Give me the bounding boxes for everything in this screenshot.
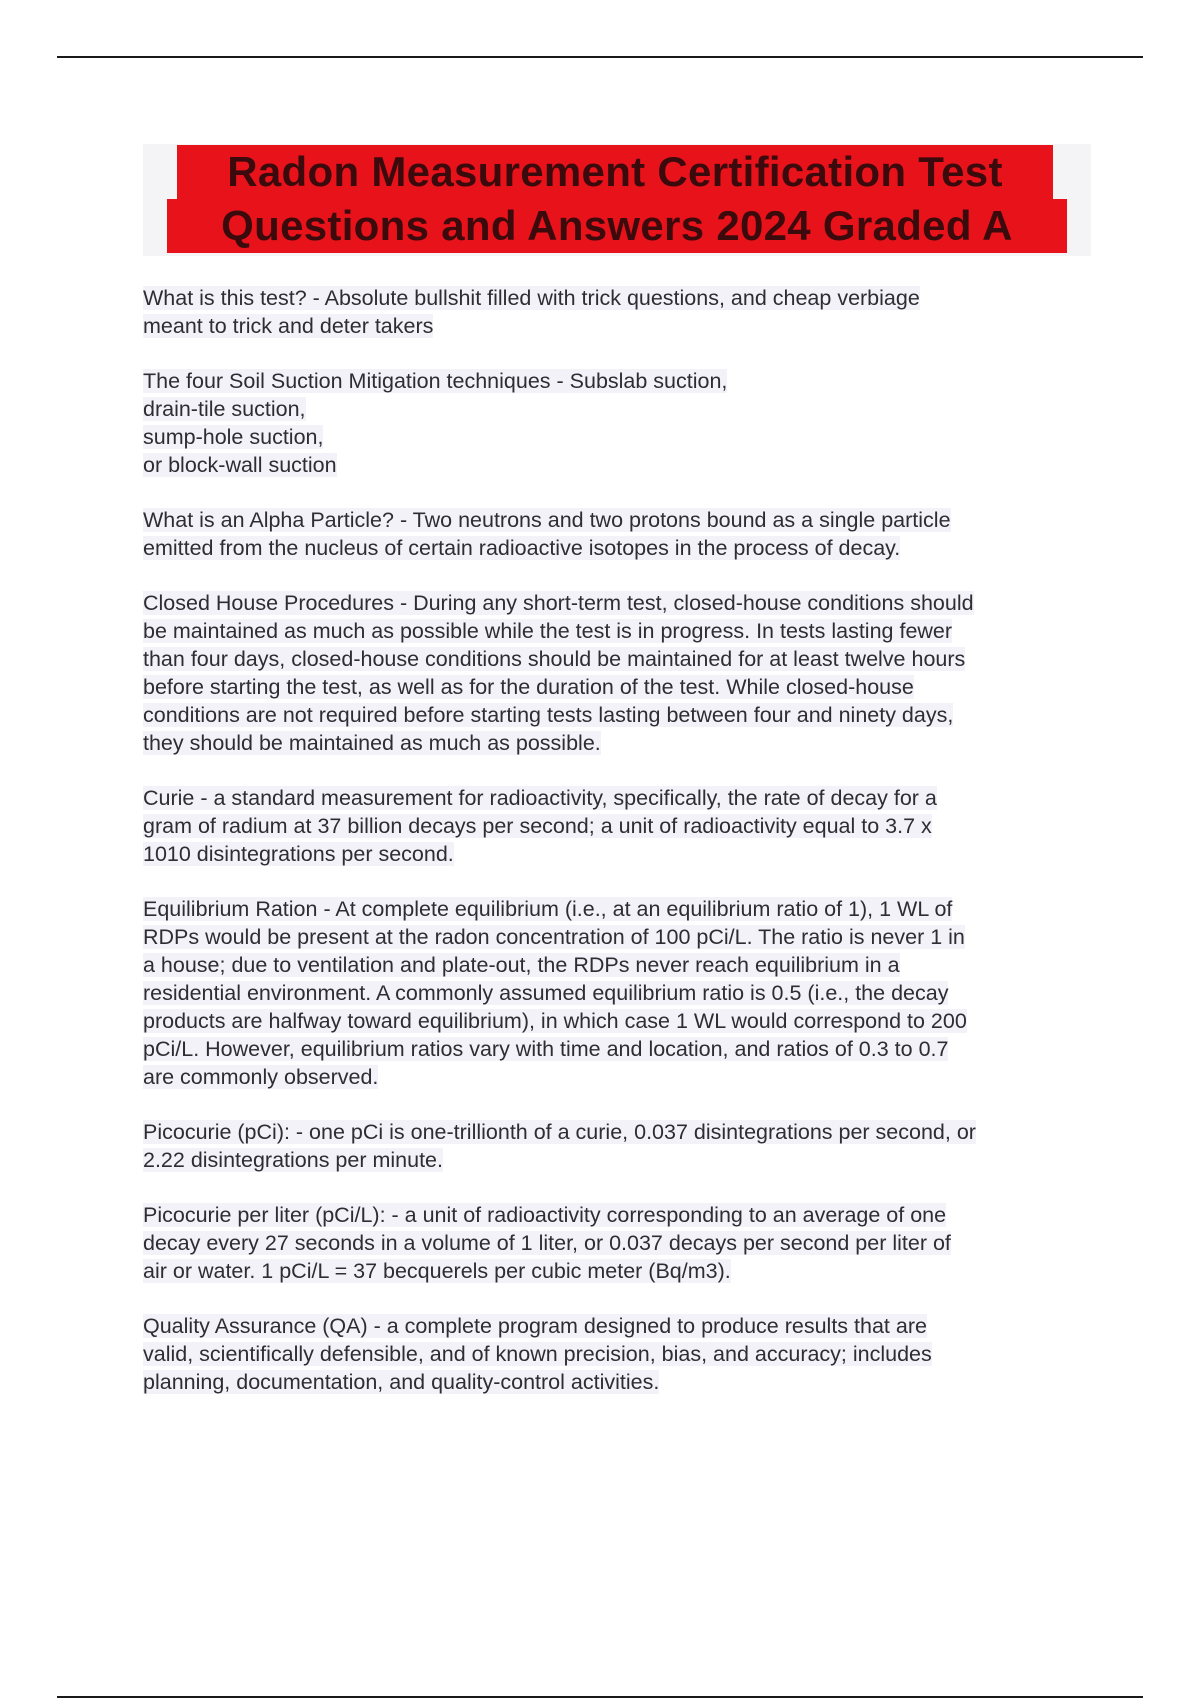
qa-entry (143, 784, 1098, 868)
qa-entry-text: before starting the test, as well as for the duration of the test. While closed-house (143, 675, 914, 699)
qa-entry-text: are commonly observed. (143, 1065, 379, 1089)
qa-entry-line (143, 673, 1098, 701)
qa-entry-line (143, 451, 1098, 479)
qa-entry-text: products are halfway toward equilibrium), in which case 1 WL would correspond to 200 (143, 1009, 967, 1033)
qa-entry-text: Closed House Procedures - During any short-term test, closed-house conditions should (143, 591, 974, 615)
qa-entry-line (143, 1146, 1098, 1174)
qa-entry-line (143, 923, 1098, 951)
qa-entry-text: valid, scientifically defensible, and of known precision, bias, and accuracy; includes (143, 1342, 932, 1366)
qa-entry-text: planning, documentation, and quality-control activities. (143, 1370, 660, 1394)
qa-entry-line (143, 1257, 1098, 1285)
qa-entry-line (143, 617, 1098, 645)
qa-entry-text: Quality Assurance (QA) - a complete program designed to produce results that are (143, 1314, 927, 1338)
qa-entry-text: Picocurie per liter (pCi/L): - a unit of radioactivity corresponding to an average of one (143, 1203, 947, 1227)
qa-entry-text: emitted from the nucleus of certain radioactive isotopes in the process of decay. (143, 536, 901, 560)
qa-entry-text: residential environment. A commonly assumed equilibrium ratio is 0.5 (i.e., the decay (143, 981, 949, 1005)
qa-entry-text: Equilibrium Ration - At complete equilibrium (i.e., at an equilibrium ratio of 1), 1 WL of (143, 897, 953, 921)
qa-entry-text: What is this test? - Absolute bullshit filled with trick questions, and cheap verbiage (143, 286, 920, 310)
qa-entry (143, 367, 1098, 479)
document-title (143, 144, 1091, 256)
qa-entry-text: gram of radium at 37 billion decays per second; a unit of radioactivity equal to 3.7 x (143, 814, 932, 838)
qa-entry-line (143, 1007, 1098, 1035)
qa-entry-line (143, 1063, 1098, 1091)
qa-entry-line (143, 701, 1098, 729)
qa-entry-line (143, 1368, 1098, 1396)
qa-entry (143, 506, 1098, 562)
qa-entry-text: decay every 27 seconds in a volume of 1 liter, or 0.037 decays per second per liter of (143, 1231, 951, 1255)
qa-entry-text: be maintained as much as possible while the test is in progress. In tests lasting fewer (143, 619, 953, 643)
qa-entry (143, 1312, 1098, 1396)
qa-entry-line (143, 534, 1098, 562)
qa-entry (143, 895, 1098, 1091)
title-line-2: Questions and Answers 2024 Graded A (167, 199, 1067, 253)
qa-entry-line (143, 395, 1098, 423)
qa-entry-line (143, 895, 1098, 923)
qa-entry-text: or block-wall suction (143, 453, 337, 477)
qa-entry-line (143, 840, 1098, 868)
qa-entry-line (143, 367, 1098, 395)
qa-entry (143, 284, 1098, 340)
qa-entry-text: drain-tile suction, (143, 397, 306, 421)
qa-entry (143, 1201, 1098, 1285)
qa-entry-line (143, 979, 1098, 1007)
qa-entry-text: conditions are not required before starting tests lasting between four and ninety days, (143, 703, 954, 727)
top-rule (57, 56, 1143, 58)
qa-entry-line (143, 423, 1098, 451)
qa-entry-text: What is an Alpha Particle? - Two neutrons and two protons bound as a single particle (143, 508, 951, 532)
qa-entry-text: RDPs would be present at the radon concentration of 100 pCi/L. The ratio is never 1 in (143, 925, 965, 949)
qa-entry-line (143, 645, 1098, 673)
qa-entry-line (143, 284, 1098, 312)
qa-entry (143, 1118, 1098, 1174)
qa-entry (143, 589, 1098, 757)
qa-entry-line (143, 784, 1098, 812)
qa-entry-text: The four Soil Suction Mitigation techniques - Subslab suction, (143, 369, 728, 393)
qa-entry-text: a house; due to ventilation and plate-out, the RDPs never reach equilibrium in a (143, 953, 900, 977)
qa-entry-line (143, 1229, 1098, 1257)
qa-entry-text: they should be maintained as much as possible. (143, 731, 601, 755)
qa-entry-text: sump-hole suction, (143, 425, 324, 449)
qa-entry-line (143, 1312, 1098, 1340)
qa-entry-text: meant to trick and deter takers (143, 314, 434, 338)
qa-entry-text: air or water. 1 pCi/L = 37 becquerels per cubic meter (Bq/m3). (143, 1259, 731, 1283)
qa-entry-line (143, 1201, 1098, 1229)
qa-entry-line (143, 1035, 1098, 1063)
qa-entry-line (143, 506, 1098, 534)
qa-entry-line (143, 951, 1098, 979)
bottom-rule (57, 1696, 1143, 1698)
qa-entry-line (143, 589, 1098, 617)
qa-entry-text: Picocurie (pCi): - one pCi is one-trillionth of a curie, 0.037 disintegrations per second, or (143, 1120, 976, 1144)
qa-list (143, 284, 1098, 1423)
qa-entry-line (143, 812, 1098, 840)
qa-entry-line (143, 1340, 1098, 1368)
qa-entry-text: 1010 disintegrations per second. (143, 842, 454, 866)
qa-entry-line (143, 729, 1098, 757)
qa-entry-line (143, 312, 1098, 340)
title-line-1: Radon Measurement Certification Test (177, 145, 1053, 199)
qa-entry-text: 2.22 disintegrations per minute. (143, 1148, 443, 1172)
qa-entry-line (143, 1118, 1098, 1146)
qa-entry-text: Curie - a standard measurement for radioactivity, specifically, the rate of decay for a (143, 786, 937, 810)
qa-entry-text: than four days, closed-house conditions should be maintained for at least twelve hours (143, 647, 966, 671)
qa-entry-text: pCi/L. However, equilibrium ratios vary with time and location, and ratios of 0.3 to 0.7 (143, 1037, 949, 1061)
